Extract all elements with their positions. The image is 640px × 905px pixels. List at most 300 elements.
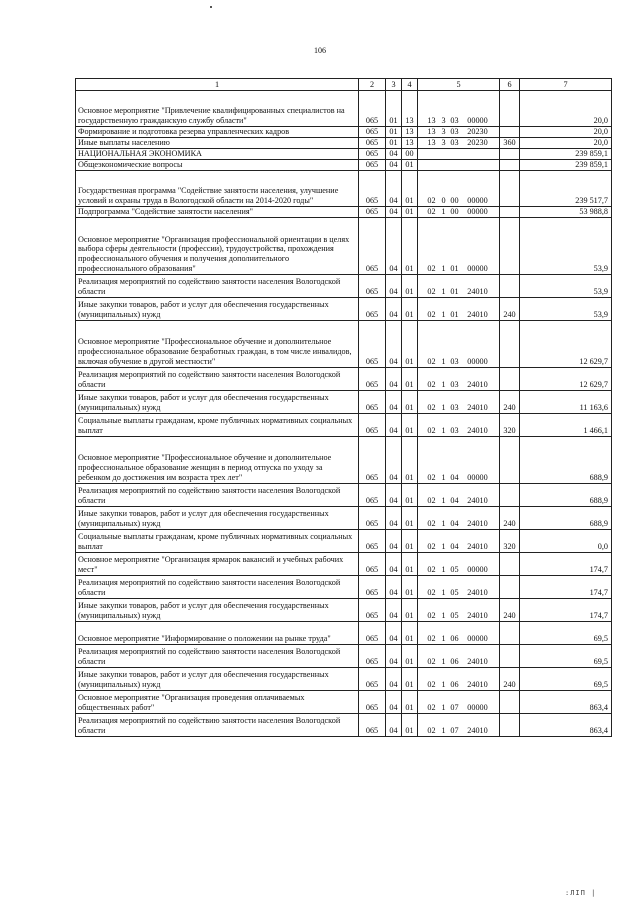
amount: 12 629,7 xyxy=(520,321,612,368)
code-subsection: 01 xyxy=(402,275,418,298)
code-department: 065 xyxy=(359,171,386,207)
target-activity: 05 xyxy=(450,565,459,575)
target-direction: 24010 xyxy=(467,380,488,390)
code-section: 04 xyxy=(386,414,402,437)
code-target-article xyxy=(418,127,500,138)
table-row xyxy=(76,645,612,668)
code-subsection: 01 xyxy=(402,507,418,530)
row-name: Основное мероприятие "Привлечение квалифицированных специалистов на государственную гражданскую службу области" xyxy=(76,91,359,127)
target-direction: 00000 xyxy=(467,264,488,274)
table-row xyxy=(76,218,612,275)
target-direction: 24010 xyxy=(467,287,488,297)
target-subprogram: 1 xyxy=(441,310,446,320)
code-department: 065 xyxy=(359,668,386,691)
target-subprogram: 1 xyxy=(441,680,446,690)
target-program: 02 xyxy=(427,680,436,690)
code-subsection: 01 xyxy=(402,414,418,437)
header-cell: 6 xyxy=(500,79,520,91)
table-row xyxy=(76,599,612,622)
code-department: 065 xyxy=(359,599,386,622)
code-department: 065 xyxy=(359,507,386,530)
header-cell: 4 xyxy=(402,79,418,91)
code-section: 04 xyxy=(386,691,402,714)
page-number: 106 xyxy=(314,46,326,55)
target-program: 02 xyxy=(427,588,436,598)
table-row xyxy=(76,321,612,368)
code-department: 065 xyxy=(359,714,386,737)
code-expense-type xyxy=(500,218,520,275)
target-subprogram: 1 xyxy=(441,496,446,506)
table-row xyxy=(76,207,612,218)
row-name: Реализация мероприятий по содействию занятости населения Вологодской области xyxy=(76,484,359,507)
table-row xyxy=(76,368,612,391)
target-activity: 07 xyxy=(450,726,459,736)
code-target-article xyxy=(418,714,500,737)
header-cell: 1 xyxy=(76,79,359,91)
target-direction: 24010 xyxy=(467,611,488,621)
header-row xyxy=(76,79,612,91)
target-activity: 03 xyxy=(450,426,459,436)
code-department: 065 xyxy=(359,275,386,298)
header-cell: 3 xyxy=(386,79,402,91)
code-section: 04 xyxy=(386,437,402,484)
code-department: 065 xyxy=(359,530,386,553)
code-section: 04 xyxy=(386,507,402,530)
code-target-article xyxy=(418,484,500,507)
code-expense-type: 240 xyxy=(500,391,520,414)
row-name: Общеэкономические вопросы xyxy=(76,160,359,171)
table-row xyxy=(76,576,612,599)
target-program: 02 xyxy=(427,703,436,713)
target-subprogram: 1 xyxy=(441,426,446,436)
code-department: 065 xyxy=(359,645,386,668)
amount: 239 859,1 xyxy=(520,149,612,160)
code-section: 04 xyxy=(386,622,402,645)
amount: 688,9 xyxy=(520,437,612,484)
target-subprogram: 1 xyxy=(441,703,446,713)
row-name: Основное мероприятие "Организация ярмарок вакансий и учебных рабочих мест" xyxy=(76,553,359,576)
budget-table xyxy=(75,78,612,737)
target-program: 02 xyxy=(427,634,436,644)
target-subprogram: 3 xyxy=(441,127,446,137)
code-target-article xyxy=(418,553,500,576)
code-target-article xyxy=(418,530,500,553)
code-target-article xyxy=(418,138,500,149)
target-activity: 04 xyxy=(450,519,459,529)
target-activity: 05 xyxy=(450,588,459,598)
table-row xyxy=(76,91,612,127)
target-program: 13 xyxy=(427,138,436,148)
table-body xyxy=(76,79,612,737)
row-name: Основное мероприятие "Профессиональное обучение и дополнительное профессиональное образование женщин в период отпуска по уходу за ребенком до достижения им возраста трех лет" xyxy=(76,437,359,484)
code-expense-type xyxy=(500,553,520,576)
target-activity: 03 xyxy=(450,357,459,367)
table-row xyxy=(76,484,612,507)
row-name: Основное мероприятие "Профессиональное обучение и дополнительное профессиональное образование безработных граждан, в том числе инвалидов, включая обучение в другой местности" xyxy=(76,321,359,368)
code-expense-type: 320 xyxy=(500,414,520,437)
code-target-article xyxy=(418,91,500,127)
code-target-article xyxy=(418,645,500,668)
code-target-article xyxy=(418,414,500,437)
target-direction: 24010 xyxy=(467,519,488,529)
table-row xyxy=(76,171,612,207)
target-program: 02 xyxy=(427,207,436,217)
row-name: Реализация мероприятий по содействию занятости населения Вологодской области xyxy=(76,645,359,668)
code-expense-type xyxy=(500,91,520,127)
code-expense-type: 320 xyxy=(500,530,520,553)
code-department: 065 xyxy=(359,91,386,127)
code-expense-type xyxy=(500,368,520,391)
table-row xyxy=(76,437,612,484)
code-subsection: 01 xyxy=(402,714,418,737)
row-name: Подпрограмма "Содействие занятости населения" xyxy=(76,207,359,218)
target-activity: 06 xyxy=(450,680,459,690)
target-subprogram: 3 xyxy=(441,138,446,148)
code-department: 065 xyxy=(359,691,386,714)
table-row xyxy=(76,391,612,414)
row-name: Государственная программа "Содействие занятости населения, улучшение условий и охраны труда в Вологодской области на 2014-2020 годы" xyxy=(76,171,359,207)
table-row xyxy=(76,414,612,437)
code-section: 01 xyxy=(386,138,402,149)
target-program: 02 xyxy=(427,496,436,506)
target-activity: 00 xyxy=(450,207,459,217)
code-target-article xyxy=(418,576,500,599)
code-target-article xyxy=(418,691,500,714)
target-program: 02 xyxy=(427,611,436,621)
target-direction: 24010 xyxy=(467,657,488,667)
code-expense-type xyxy=(500,484,520,507)
code-section: 04 xyxy=(386,576,402,599)
code-subsection: 01 xyxy=(402,321,418,368)
code-target-article xyxy=(418,368,500,391)
target-direction: 00000 xyxy=(467,357,488,367)
target-subprogram: 1 xyxy=(441,264,446,274)
target-subprogram: 1 xyxy=(441,726,446,736)
target-direction: 00000 xyxy=(467,207,488,217)
code-expense-type: 360 xyxy=(500,138,520,149)
target-subprogram: 1 xyxy=(441,565,446,575)
target-direction: 24010 xyxy=(467,588,488,598)
code-target-article xyxy=(418,149,500,160)
code-expense-type xyxy=(500,275,520,298)
amount: 174,7 xyxy=(520,599,612,622)
code-department: 065 xyxy=(359,218,386,275)
code-department: 065 xyxy=(359,207,386,218)
code-expense-type xyxy=(500,160,520,171)
code-target-article xyxy=(418,218,500,275)
target-subprogram: 1 xyxy=(441,357,446,367)
row-name: Формирование и подготовка резерва управленческих кадров xyxy=(76,127,359,138)
target-program: 02 xyxy=(427,264,436,274)
target-program: 02 xyxy=(427,542,436,552)
row-name: Социальные выплаты гражданам, кроме публичных нормативных социальных выплат xyxy=(76,530,359,553)
target-program: 02 xyxy=(427,287,436,297)
amount: 1 466,1 xyxy=(520,414,612,437)
code-department: 065 xyxy=(359,414,386,437)
amount: 174,7 xyxy=(520,576,612,599)
code-subsection: 13 xyxy=(402,138,418,149)
code-target-article xyxy=(418,160,500,171)
code-expense-type xyxy=(500,321,520,368)
code-subsection: 01 xyxy=(402,484,418,507)
target-activity: 03 xyxy=(450,380,459,390)
target-direction: 24010 xyxy=(467,310,488,320)
amount: 20,0 xyxy=(520,127,612,138)
amount: 69,5 xyxy=(520,668,612,691)
code-section: 04 xyxy=(386,298,402,321)
code-section: 01 xyxy=(386,127,402,138)
code-subsection: 01 xyxy=(402,171,418,207)
code-section: 04 xyxy=(386,668,402,691)
target-program: 02 xyxy=(427,357,436,367)
target-direction: 24010 xyxy=(467,403,488,413)
code-section: 04 xyxy=(386,321,402,368)
table-row xyxy=(76,149,612,160)
code-target-article xyxy=(418,298,500,321)
table-row xyxy=(76,622,612,645)
code-section: 04 xyxy=(386,171,402,207)
code-section: 04 xyxy=(386,645,402,668)
code-department: 065 xyxy=(359,160,386,171)
code-subsection: 01 xyxy=(402,298,418,321)
target-activity: 03 xyxy=(450,116,459,126)
code-section: 04 xyxy=(386,553,402,576)
code-subsection: 01 xyxy=(402,530,418,553)
code-subsection: 01 xyxy=(402,218,418,275)
target-subprogram: 1 xyxy=(441,611,446,621)
amount: 20,0 xyxy=(520,138,612,149)
code-section: 04 xyxy=(386,714,402,737)
code-expense-type xyxy=(500,576,520,599)
table-row xyxy=(76,127,612,138)
target-program: 02 xyxy=(427,380,436,390)
amount: 688,9 xyxy=(520,507,612,530)
target-program: 13 xyxy=(427,127,436,137)
code-section: 04 xyxy=(386,368,402,391)
code-section: 04 xyxy=(386,275,402,298)
amount: 53,9 xyxy=(520,218,612,275)
code-target-article xyxy=(418,321,500,368)
code-expense-type xyxy=(500,127,520,138)
target-program: 02 xyxy=(427,196,436,206)
code-expense-type xyxy=(500,149,520,160)
target-activity: 04 xyxy=(450,496,459,506)
row-name: Иные закупки товаров, работ и услуг для обеспечения государственных (муниципальных) нужд xyxy=(76,507,359,530)
code-expense-type: 240 xyxy=(500,298,520,321)
target-subprogram: 1 xyxy=(441,542,446,552)
code-subsection: 01 xyxy=(402,553,418,576)
code-target-article xyxy=(418,599,500,622)
row-name: Иные выплаты населению xyxy=(76,138,359,149)
code-section: 04 xyxy=(386,599,402,622)
code-subsection: 01 xyxy=(402,368,418,391)
target-activity: 06 xyxy=(450,657,459,667)
code-expense-type xyxy=(500,437,520,484)
code-section: 04 xyxy=(386,218,402,275)
target-activity: 01 xyxy=(450,310,459,320)
target-direction: 20230 xyxy=(467,138,488,148)
code-section: 04 xyxy=(386,160,402,171)
code-section: 04 xyxy=(386,149,402,160)
amount: 12 629,7 xyxy=(520,368,612,391)
target-activity: 03 xyxy=(450,138,459,148)
code-target-article xyxy=(418,437,500,484)
code-expense-type xyxy=(500,645,520,668)
table-row xyxy=(76,507,612,530)
code-expense-type: 240 xyxy=(500,668,520,691)
target-program: 02 xyxy=(427,310,436,320)
code-section: 04 xyxy=(386,207,402,218)
code-department: 065 xyxy=(359,138,386,149)
row-name: Реализация мероприятий по содействию занятости населения Вологодской области xyxy=(76,714,359,737)
target-subprogram: 1 xyxy=(441,380,446,390)
target-subprogram: 3 xyxy=(441,116,446,126)
amount: 863,4 xyxy=(520,691,612,714)
amount: 239 517,7 xyxy=(520,171,612,207)
target-direction: 00000 xyxy=(467,473,488,483)
amount: 863,4 xyxy=(520,714,612,737)
target-activity: 04 xyxy=(450,473,459,483)
code-expense-type: 240 xyxy=(500,599,520,622)
code-target-article xyxy=(418,391,500,414)
code-subsection: 01 xyxy=(402,691,418,714)
target-subprogram: 1 xyxy=(441,287,446,297)
row-name: Иные закупки товаров, работ и услуг для обеспечения государственных (муниципальных) нужд xyxy=(76,298,359,321)
code-subsection: 13 xyxy=(402,91,418,127)
header-cell: 2 xyxy=(359,79,386,91)
code-expense-type xyxy=(500,171,520,207)
code-department: 065 xyxy=(359,149,386,160)
row-name: Основное мероприятие "Организация профессиональной ориентации в целях выбора сферы деятельности (профессии), трудоустройства, прохождения профессионального обучения и получения дополнительного профессионального образования" xyxy=(76,218,359,275)
code-subsection: 01 xyxy=(402,160,418,171)
target-subprogram: 1 xyxy=(441,473,446,483)
code-department: 065 xyxy=(359,576,386,599)
target-subprogram: 1 xyxy=(441,519,446,529)
code-department: 065 xyxy=(359,553,386,576)
code-department: 065 xyxy=(359,622,386,645)
table-row xyxy=(76,160,612,171)
target-subprogram: 1 xyxy=(441,207,446,217)
code-target-article xyxy=(418,275,500,298)
table-row xyxy=(76,691,612,714)
target-program: 02 xyxy=(427,519,436,529)
table-row xyxy=(76,668,612,691)
target-direction: 00000 xyxy=(467,196,488,206)
target-activity: 03 xyxy=(450,403,459,413)
target-direction: 00000 xyxy=(467,116,488,126)
table-row xyxy=(76,530,612,553)
code-target-article xyxy=(418,207,500,218)
table-row xyxy=(76,298,612,321)
code-department: 065 xyxy=(359,437,386,484)
code-department: 065 xyxy=(359,298,386,321)
target-activity: 03 xyxy=(450,127,459,137)
code-department: 065 xyxy=(359,484,386,507)
code-target-article xyxy=(418,668,500,691)
target-direction: 00000 xyxy=(467,703,488,713)
table-row xyxy=(76,138,612,149)
table-row xyxy=(76,553,612,576)
amount: 53,9 xyxy=(520,275,612,298)
target-program: 02 xyxy=(427,403,436,413)
target-direction: 24010 xyxy=(467,680,488,690)
amount: 69,5 xyxy=(520,622,612,645)
row-name: Иные закупки товаров, работ и услуг для обеспечения государственных (муниципальных) нужд xyxy=(76,391,359,414)
amount: 53 988,8 xyxy=(520,207,612,218)
target-program: 13 xyxy=(427,116,436,126)
code-department: 065 xyxy=(359,368,386,391)
code-subsection: 01 xyxy=(402,576,418,599)
target-subprogram: 1 xyxy=(441,403,446,413)
code-subsection: 01 xyxy=(402,622,418,645)
code-subsection: 13 xyxy=(402,127,418,138)
code-expense-type xyxy=(500,622,520,645)
amount: 69,5 xyxy=(520,645,612,668)
amount: 239 859,1 xyxy=(520,160,612,171)
target-direction: 24010 xyxy=(467,426,488,436)
table-row xyxy=(76,275,612,298)
amount: 53,9 xyxy=(520,298,612,321)
code-section: 04 xyxy=(386,484,402,507)
target-program: 02 xyxy=(427,657,436,667)
code-department: 065 xyxy=(359,127,386,138)
code-subsection: 01 xyxy=(402,207,418,218)
header-cell: 5 xyxy=(418,79,500,91)
target-activity: 04 xyxy=(450,542,459,552)
code-target-article xyxy=(418,622,500,645)
code-section: 04 xyxy=(386,530,402,553)
target-direction: 00000 xyxy=(467,565,488,575)
target-program: 02 xyxy=(427,726,436,736)
target-activity: 01 xyxy=(450,287,459,297)
code-subsection: 01 xyxy=(402,668,418,691)
code-subsection: 01 xyxy=(402,437,418,484)
target-subprogram: 0 xyxy=(441,196,446,206)
code-subsection: 01 xyxy=(402,645,418,668)
target-subprogram: 1 xyxy=(441,657,446,667)
code-section: 01 xyxy=(386,91,402,127)
scan-footer-mark: :ЛІП | xyxy=(565,889,597,897)
header-cell: 7 xyxy=(520,79,612,91)
target-subprogram: 1 xyxy=(441,634,446,644)
code-target-article xyxy=(418,507,500,530)
code-section: 04 xyxy=(386,391,402,414)
row-name: Реализация мероприятий по содействию занятости населения Вологодской области xyxy=(76,576,359,599)
target-activity: 01 xyxy=(450,264,459,274)
row-name: Основное мероприятие "Информирование о положении на рынке труда" xyxy=(76,622,359,645)
code-target-article xyxy=(418,171,500,207)
target-direction: 24010 xyxy=(467,726,488,736)
code-subsection: 00 xyxy=(402,149,418,160)
target-direction: 20230 xyxy=(467,127,488,137)
scan-speck xyxy=(210,6,212,8)
target-direction: 00000 xyxy=(467,634,488,644)
target-activity: 05 xyxy=(450,611,459,621)
amount: 174,7 xyxy=(520,553,612,576)
row-name: Реализация мероприятий по содействию занятости населения Вологодской области xyxy=(76,368,359,391)
row-name: НАЦИОНАЛЬНАЯ ЭКОНОМИКА xyxy=(76,149,359,160)
target-direction: 24010 xyxy=(467,496,488,506)
code-expense-type xyxy=(500,691,520,714)
code-expense-type xyxy=(500,714,520,737)
target-subprogram: 1 xyxy=(441,588,446,598)
row-name: Иные закупки товаров, работ и услуг для обеспечения государственных (муниципальных) нужд xyxy=(76,668,359,691)
code-expense-type xyxy=(500,207,520,218)
amount: 11 163,6 xyxy=(520,391,612,414)
row-name: Иные закупки товаров, работ и услуг для обеспечения государственных (муниципальных) нужд xyxy=(76,599,359,622)
target-program: 02 xyxy=(427,565,436,575)
amount: 688,9 xyxy=(520,484,612,507)
